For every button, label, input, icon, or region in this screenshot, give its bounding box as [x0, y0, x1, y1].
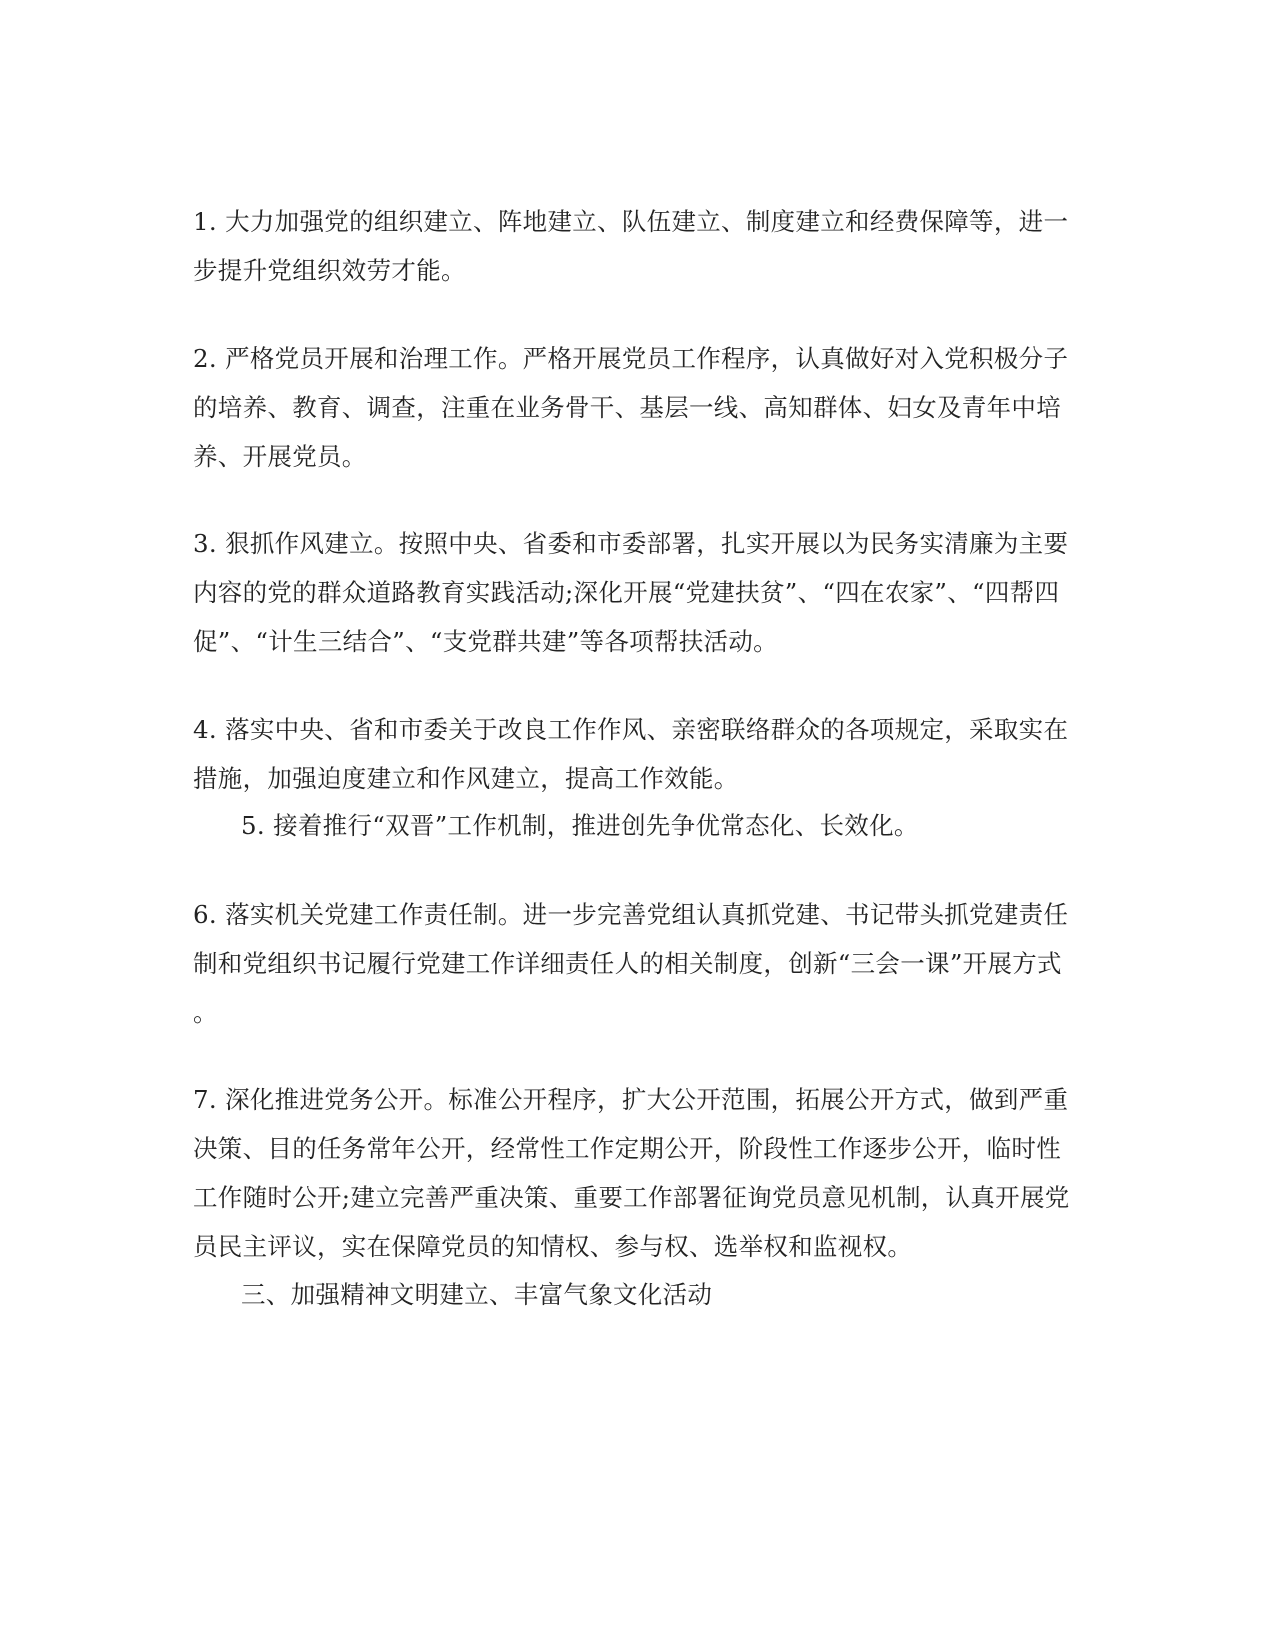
paragraph-2	[193, 334, 1083, 481]
paragraph-line: 养、开展党员。	[193, 442, 367, 471]
paragraph-line: 。	[193, 998, 218, 1027]
paragraph-line: 制和党组织书记履行党建工作详细责任人的相关制度，创新“三会一课”开展方式	[193, 949, 1062, 978]
paragraph-line: 措施，加强迫度建立和作风建立，提高工作效能。	[193, 764, 739, 793]
paragraph-3	[193, 519, 1083, 666]
paragraph-line: 促”、“计生三结合”、“支党群共建”等各项帮扶活动。	[193, 627, 778, 656]
paragraph-line: 工作随时公开;建立完善严重决策、重要工作部署征询党员意见机制，认真开展党	[193, 1183, 1070, 1212]
paragraph-line: 员民主评议，实在保障党员的知情权、参与权、选举权和监视权。	[193, 1232, 913, 1261]
paragraph-line: 步提升党组织效劳才能。	[193, 256, 466, 285]
paragraph-line: 的培养、教育、调查，注重在业务骨干、基层一线、高知群体、妇女及青年中培	[193, 393, 1061, 422]
paragraph-line: 1. 大力加强党的组织建立、阵地建立、队伍建立、制度建立和经费保障等，进一	[193, 207, 1069, 236]
paragraph-5	[241, 801, 1131, 850]
paragraph-6	[193, 890, 1083, 1037]
paragraph-line: 5. 接着推行“双晋”工作机制，推进创先争优常态化、长效化。	[241, 811, 919, 840]
paragraph-line: 7. 深化推进党务公开。标准公开程序，扩大公开范围，拓展公开方式，做到严重	[193, 1085, 1069, 1114]
paragraph-1	[193, 197, 1083, 295]
paragraph-line: 决策、目的任务常年公开，经常性工作定期公开，阶段性工作逐步公开，临时性	[193, 1134, 1061, 1163]
paragraph-line: 6. 落实机关党建工作责任制。进一步完善党组认真抓党建、书记带头抓党建责任	[193, 900, 1069, 929]
paragraph-line: 4. 落实中央、省和市委关于改良工作作风、亲密联络群众的各项规定，采取实在	[193, 715, 1069, 744]
section-heading-text: 三、加强精神文明建立、丰富气象文化活动	[241, 1280, 713, 1309]
paragraph-line: 内容的党的群众道路教育实践活动;深化开展“党建扶贫”、“四在农家”、“四帮四	[193, 578, 1060, 607]
section-heading-3	[241, 1270, 1131, 1319]
paragraph-4	[193, 705, 1083, 803]
paragraph-line: 2. 严格党员开展和治理工作。严格开展党员工作程序，认真做好对入党积极分子	[193, 344, 1069, 373]
paragraph-7	[193, 1075, 1083, 1271]
paragraph-line: 3. 狠抓作风建立。按照中央、省委和市委部署，扎实开展以为民务实清廉为主要	[193, 529, 1069, 558]
